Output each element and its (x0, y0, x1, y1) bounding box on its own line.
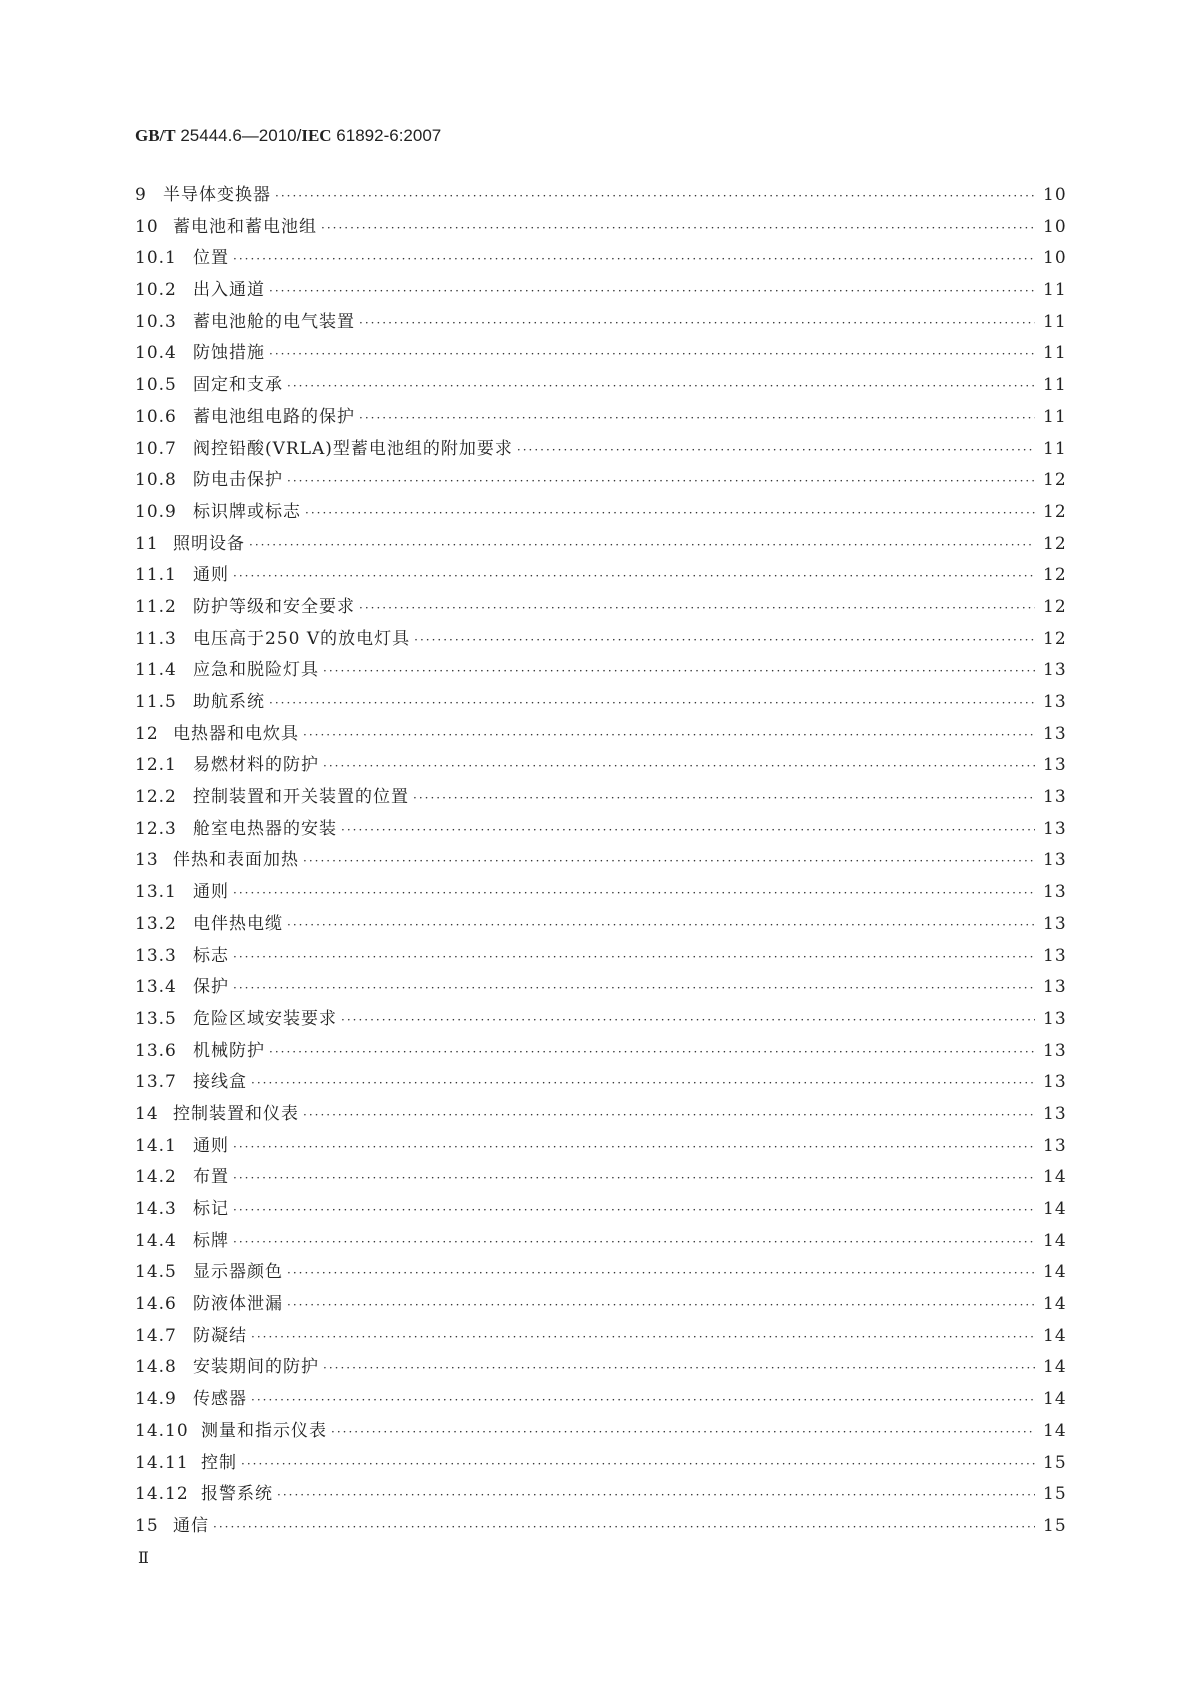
toc-page: 13 (1043, 787, 1067, 808)
toc-number: 14.2 (135, 1167, 177, 1188)
toc-number: 13.6 (135, 1040, 177, 1061)
toc-number: 14.11 (135, 1452, 189, 1473)
toc-page: 13 (1043, 977, 1067, 998)
toc-number: 12.1 (135, 755, 177, 776)
toc-page: 14 (1043, 1294, 1067, 1315)
dot-leader (331, 1425, 1035, 1439)
toc-number: 14.9 (135, 1389, 177, 1410)
toc-title: 接线盒 (193, 1072, 247, 1093)
dot-leader (287, 379, 1035, 393)
toc-page: 10 (1043, 185, 1067, 205)
toc-number: 10.3 (135, 311, 177, 332)
dot-leader (413, 791, 1035, 805)
toc-number: 14.8 (135, 1357, 177, 1378)
dot-leader (305, 506, 1035, 520)
toc-number: 13.5 (135, 1008, 177, 1029)
toc-number: 14.3 (135, 1199, 177, 1219)
toc-entry[interactable] (135, 1004, 1065, 1036)
dot-leader (213, 1520, 1035, 1534)
toc-title: 蓄电池组电路的保护 (193, 406, 355, 427)
toc-entry[interactable] (135, 814, 1065, 846)
toc-entry[interactable] (135, 655, 1065, 687)
toc-page: 15 (1043, 1484, 1067, 1505)
toc-page: 11 (1043, 438, 1067, 459)
toc-entry[interactable] (135, 1131, 1065, 1163)
dot-leader (233, 1140, 1035, 1154)
dot-leader (251, 1076, 1035, 1090)
toc-entry[interactable] (135, 1321, 1065, 1353)
toc-entry[interactable] (135, 592, 1065, 624)
dot-leader (321, 221, 1035, 235)
dot-leader (287, 1266, 1035, 1280)
toc-page: 15 (1043, 1452, 1067, 1473)
toc-page: 13 (1043, 692, 1067, 712)
toc-entry[interactable] (135, 909, 1065, 941)
toc-entry[interactable] (135, 307, 1065, 339)
toc-title: 控制装置和仪表 (173, 1103, 299, 1124)
toc-title: 控制装置和开关装置的位置 (193, 787, 409, 808)
toc-number: 13.3 (135, 945, 177, 966)
dot-leader (269, 696, 1035, 710)
toc-page: 10 (1043, 248, 1067, 269)
dot-leader (233, 1235, 1035, 1249)
toc-page: 13 (1043, 1135, 1067, 1156)
toc-title: 蓄电池和蓄电池组 (173, 216, 317, 237)
toc-number: 10.4 (135, 343, 177, 364)
toc-title: 半导体变换器 (163, 185, 271, 205)
toc-number: 12 (135, 723, 159, 744)
toc-page: 12 (1043, 470, 1067, 491)
toc-number: 14.4 (135, 1230, 177, 1251)
toc-number: 15 (135, 1515, 159, 1536)
toc-page: 14 (1043, 1199, 1067, 1219)
dot-leader (277, 1488, 1035, 1502)
toc-number: 11.4 (135, 660, 177, 681)
toc-page: 11 (1043, 343, 1067, 364)
toc-title: 机械防护 (193, 1040, 265, 1061)
toc-number: 14.12 (135, 1484, 189, 1505)
toc-title: 电热器和电炊具 (173, 723, 299, 744)
toc-title: 伴热和表面加热 (173, 850, 299, 871)
toc-page: 14 (1043, 1230, 1067, 1251)
toc-entry[interactable] (135, 402, 1065, 434)
toc-page: 13 (1043, 945, 1067, 966)
toc-title: 防电击保护 (193, 470, 283, 491)
toc-entry[interactable] (135, 941, 1065, 973)
dot-leader (269, 1045, 1035, 1059)
toc-number: 10.8 (135, 470, 177, 491)
toc-page: 12 (1043, 533, 1067, 554)
toc-number: 13 (135, 850, 159, 871)
toc-entry[interactable] (135, 1352, 1065, 1384)
toc-title: 控制 (201, 1452, 237, 1473)
toc-page: 13 (1043, 1072, 1067, 1093)
toc-number: 11.3 (135, 628, 177, 649)
iec-number: 61892-6:2007 (331, 126, 442, 145)
toc-page: 11 (1043, 406, 1067, 427)
dot-leader (359, 601, 1035, 615)
toc-title: 标识牌或标志 (193, 501, 301, 522)
toc-entry[interactable] (135, 750, 1065, 782)
dot-leader (303, 728, 1035, 742)
toc-entry[interactable] (135, 434, 1065, 466)
dot-leader (269, 284, 1035, 298)
toc-entry[interactable] (135, 1479, 1065, 1511)
toc-number: 12.2 (135, 787, 177, 808)
dot-leader (249, 538, 1035, 552)
dot-leader (341, 1013, 1035, 1027)
toc-number: 11.5 (135, 692, 177, 712)
toc-page: 12 (1043, 565, 1067, 586)
toc-number: 10.7 (135, 438, 177, 459)
toc-page: 13 (1043, 755, 1067, 776)
toc-page: 13 (1043, 818, 1067, 839)
table-of-contents (135, 180, 1065, 1543)
toc-number: 13.1 (135, 882, 177, 903)
toc-entry[interactable] (135, 275, 1065, 307)
toc-number: 10.2 (135, 280, 177, 301)
dot-leader (233, 569, 1035, 583)
toc-entry[interactable] (135, 180, 1065, 212)
toc-entry[interactable] (135, 845, 1065, 877)
toc-page: 14 (1043, 1357, 1067, 1378)
toc-title: 通则 (193, 882, 229, 903)
toc-title: 舱室电热器的安装 (193, 818, 337, 839)
standard-prefix: GB/T (135, 126, 176, 145)
toc-page: 13 (1043, 1008, 1067, 1029)
toc-entry[interactable] (135, 1226, 1065, 1258)
toc-entry[interactable] (135, 1067, 1065, 1099)
toc-entry[interactable] (135, 1099, 1065, 1131)
toc-number: 10.6 (135, 406, 177, 427)
toc-number: 14 (135, 1103, 159, 1124)
toc-title: 危险区域安装要求 (193, 1008, 337, 1029)
toc-number: 11 (135, 533, 159, 554)
toc-entry[interactable] (135, 782, 1065, 814)
toc-title: 通则 (193, 565, 229, 586)
dot-leader (323, 1361, 1035, 1375)
toc-entry[interactable] (135, 370, 1065, 402)
toc-entry[interactable] (135, 1289, 1065, 1321)
toc-number: 9 (135, 185, 147, 205)
toc-title: 防蚀措施 (193, 343, 265, 364)
toc-entry[interactable] (135, 1384, 1065, 1416)
toc-number: 10 (135, 216, 159, 237)
toc-number: 14.1 (135, 1135, 177, 1156)
toc-page: 15 (1043, 1515, 1067, 1536)
toc-page: 14 (1043, 1420, 1067, 1441)
toc-title: 安装期间的防护 (193, 1357, 319, 1378)
toc-page: 13 (1043, 660, 1067, 681)
toc-title: 传感器 (193, 1389, 247, 1410)
toc-title: 电伴热电缆 (193, 913, 283, 934)
toc-title: 照明设备 (173, 533, 245, 554)
toc-title: 防液体泄漏 (193, 1294, 283, 1315)
dot-leader (251, 1393, 1035, 1407)
toc-number: 14.6 (135, 1294, 177, 1315)
toc-title: 保护 (193, 977, 229, 998)
dot-leader (275, 189, 1035, 203)
page-number: Ⅱ (138, 1548, 149, 1567)
toc-entry[interactable] (135, 624, 1065, 656)
iec-prefix: IEC (301, 126, 332, 145)
toc-title: 标记 (193, 1199, 229, 1219)
toc-entry[interactable] (135, 1162, 1065, 1194)
toc-page: 13 (1043, 850, 1067, 871)
toc-page: 14 (1043, 1262, 1067, 1283)
toc-entry[interactable] (135, 529, 1065, 561)
dot-leader (233, 886, 1035, 900)
toc-page: 13 (1043, 882, 1067, 903)
toc-entry[interactable] (135, 719, 1065, 751)
toc-title: 标志 (193, 945, 229, 966)
dot-leader (233, 950, 1035, 964)
toc-title: 防护等级和安全要求 (193, 596, 355, 617)
toc-page: 12 (1043, 596, 1067, 617)
toc-title: 通信 (173, 1515, 209, 1536)
toc-page: 10 (1043, 216, 1067, 237)
dot-leader (287, 918, 1035, 932)
toc-entry[interactable] (135, 1511, 1065, 1543)
toc-number: 13.2 (135, 913, 177, 934)
toc-title: 布置 (193, 1167, 229, 1188)
toc-title: 电压高于250 V的放电灯具 (193, 628, 411, 649)
toc-title: 易燃材料的防护 (193, 755, 319, 776)
toc-entry[interactable] (135, 560, 1065, 592)
dot-leader (517, 443, 1035, 457)
toc-entry[interactable] (135, 338, 1065, 370)
toc-number: 13.4 (135, 977, 177, 998)
toc-title: 标牌 (193, 1230, 229, 1251)
toc-title: 通则 (193, 1135, 229, 1156)
toc-title: 助航系统 (193, 692, 265, 712)
dot-leader (303, 1108, 1035, 1122)
toc-page: 13 (1043, 1103, 1067, 1124)
toc-page: 12 (1043, 628, 1067, 649)
toc-page: 14 (1043, 1325, 1067, 1346)
toc-title: 报警系统 (201, 1484, 273, 1505)
toc-page: 11 (1043, 375, 1067, 396)
toc-page: 13 (1043, 913, 1067, 934)
toc-entry[interactable] (135, 972, 1065, 1004)
toc-entry[interactable] (135, 212, 1065, 244)
dot-leader (359, 411, 1035, 425)
dot-leader (323, 759, 1035, 773)
toc-title: 阀控铅酸(VRLA)型蓄电池组的附加要求 (193, 438, 513, 459)
dot-leader (241, 1457, 1035, 1471)
toc-title: 位置 (193, 248, 229, 269)
toc-title: 测量和指示仪表 (201, 1420, 327, 1441)
toc-title: 防凝结 (193, 1325, 247, 1346)
toc-number: 13.7 (135, 1072, 177, 1093)
dot-leader (341, 823, 1035, 837)
toc-page: 14 (1043, 1167, 1067, 1188)
toc-number: 14.10 (135, 1420, 189, 1441)
toc-title: 显示器颜色 (193, 1262, 283, 1283)
toc-entry[interactable] (135, 497, 1065, 529)
toc-number: 10.1 (135, 248, 177, 269)
dot-leader (287, 1298, 1035, 1312)
toc-entry[interactable] (135, 1194, 1065, 1226)
toc-title: 应急和脱险灯具 (193, 660, 319, 681)
toc-title: 蓄电池舱的电气装置 (193, 311, 355, 332)
dot-leader (233, 1203, 1035, 1217)
toc-number: 10.5 (135, 375, 177, 396)
toc-entry[interactable] (135, 465, 1065, 497)
toc-entry[interactable] (135, 687, 1065, 719)
toc-entry[interactable] (135, 1448, 1065, 1480)
toc-page: 13 (1043, 1040, 1067, 1061)
toc-entry[interactable] (135, 1416, 1065, 1448)
toc-entry[interactable] (135, 1257, 1065, 1289)
toc-entry[interactable] (135, 877, 1065, 909)
dot-leader (359, 316, 1035, 330)
dot-leader (269, 347, 1035, 361)
toc-page: 14 (1043, 1389, 1067, 1410)
toc-number: 12.3 (135, 818, 177, 839)
standard-number: 25444.6—2010/ (175, 126, 302, 145)
toc-entry[interactable] (135, 1036, 1065, 1068)
toc-number: 14.5 (135, 1262, 177, 1283)
dot-leader (233, 252, 1035, 266)
dot-leader (303, 854, 1035, 868)
dot-leader (414, 633, 1035, 647)
toc-number: 10.9 (135, 501, 177, 522)
document-header (135, 126, 441, 146)
dot-leader (323, 664, 1035, 678)
toc-number: 11.2 (135, 596, 177, 617)
toc-page: 11 (1043, 311, 1067, 332)
toc-title: 固定和支承 (193, 375, 283, 396)
dot-leader (233, 1171, 1035, 1185)
dot-leader (287, 474, 1035, 488)
toc-number: 11.1 (135, 565, 177, 586)
toc-title: 出入通道 (193, 280, 265, 301)
toc-page: 12 (1043, 501, 1067, 522)
dot-leader (251, 1330, 1035, 1344)
dot-leader (233, 981, 1035, 995)
toc-number: 14.7 (135, 1325, 177, 1346)
toc-entry[interactable] (135, 243, 1065, 275)
toc-page: 13 (1043, 723, 1067, 744)
toc-page: 11 (1043, 280, 1067, 301)
